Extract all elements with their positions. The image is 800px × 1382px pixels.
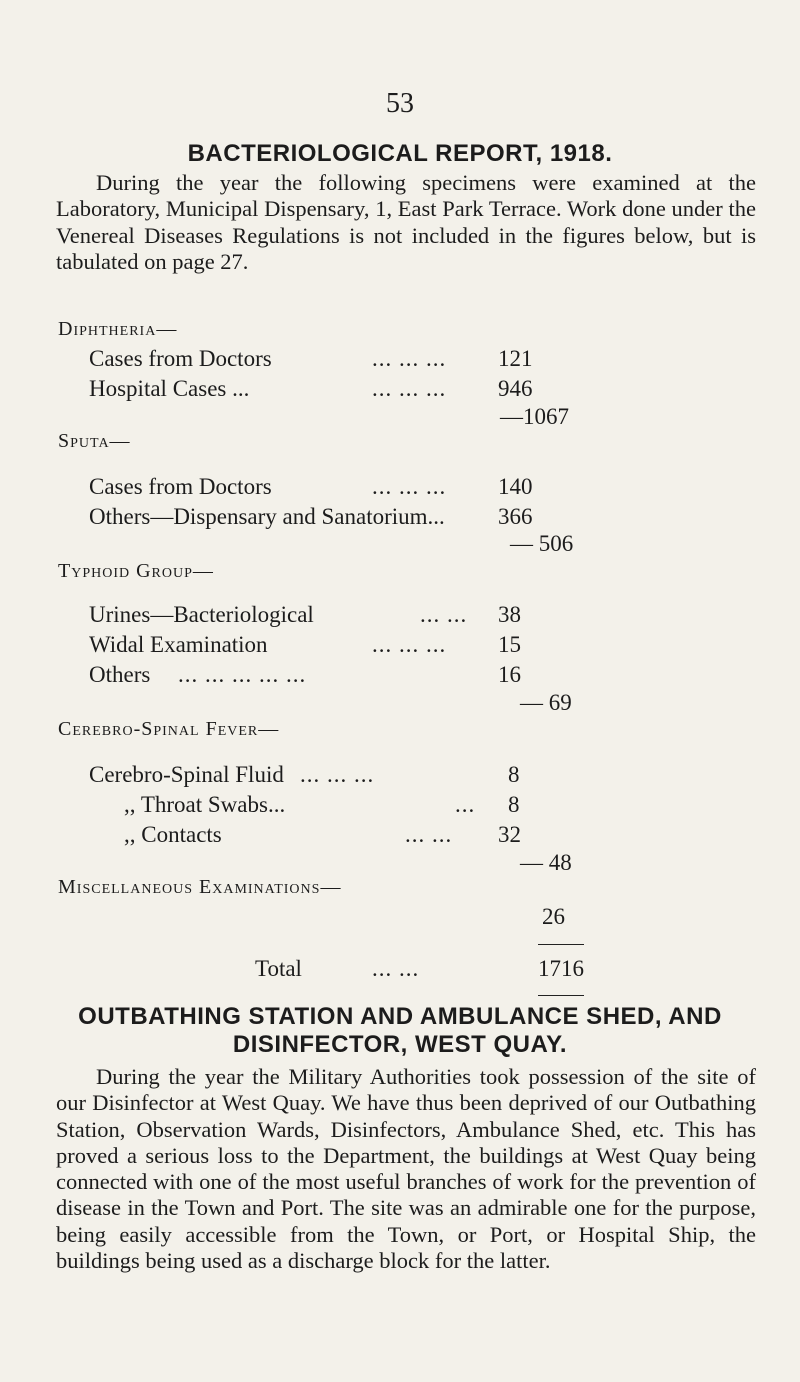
row-label: Urines—Bacteriological (89, 602, 314, 627)
row-dots: ... ... ... (300, 762, 375, 787)
total-rule-bottom (538, 995, 584, 996)
row-dots: ... ... ... ... ... (178, 662, 307, 687)
row-value: 16 (498, 662, 521, 687)
row-label: Hospital Cases ... (89, 376, 250, 401)
row-value: 38 (498, 602, 521, 627)
row-dots: ... (455, 792, 476, 817)
subtotal: — 506 (510, 531, 574, 556)
row-label: Cerebro-Spinal Fluid (89, 762, 284, 787)
intro-paragraph: During the year the following specimens were examined at the Laboratory, Municipal Dispensary, 1, East Park Terrace. Work done under the Venereal Diseases Regulations is not included in the figures below, but is tabulated on page 27. (56, 170, 756, 274)
total-value: 1716 (538, 956, 584, 981)
subtotal: — 69 (520, 690, 572, 715)
row-value: 8 (508, 762, 520, 787)
total-rule-top (538, 944, 584, 945)
row-value: 15 (498, 632, 521, 657)
section-title-diphtheria: Diphtheria— (58, 318, 178, 340)
second-heading-line-1: OUTBATHING STATION AND AMBULANCE SHED, AND (78, 1003, 722, 1030)
section-title-cerebro: Cerebro-Spinal Fever— (58, 718, 280, 740)
row-label: ,, Throat Swabs... (124, 792, 286, 817)
row-label: Others (89, 662, 151, 687)
row-value: 140 (498, 474, 533, 499)
row-value: 8 (508, 792, 520, 817)
row-dots: ... ... (420, 602, 468, 627)
report-title: BACTERIOLOGICAL REPORT, 1918. (187, 140, 613, 167)
closing-paragraph: During the year the Military Authorities took possession of the site of our Disinfector at West Quay. We have thus been deprived of our Outbathing Station, Observation Wards, Disinfectors, Ambulance Shed, etc. This has proved a serious loss to the Department, the buildings at West Quay being connected with one of the most useful branches of work for the prevention of disease in the Town and Port. The site was an admirable one for the purpose, being easily accessible from the Town, or Port, or Hospital Ship, the buildings being used as a discharge block for the latter. (56, 1064, 756, 1274)
row-value: 121 (498, 346, 533, 371)
section-title-sputa: Sputa— (58, 430, 131, 452)
subtotal: — 48 (520, 850, 572, 875)
subtotal: —1067 (500, 404, 569, 429)
row-label: Others—Dispensary and Sanatorium... (89, 504, 445, 529)
row-value: 946 (498, 376, 533, 401)
row-dots: ... ... ... (372, 632, 447, 657)
total-label: Total (255, 956, 302, 981)
row-dots: ... ... ... (372, 346, 447, 371)
row-value: 32 (498, 822, 521, 847)
row-dots: ... ... (405, 822, 453, 847)
section-title-misc: Miscellaneous Examinations— (58, 876, 342, 898)
misc-value: 26 (542, 904, 565, 929)
row-label: Widal Examination (89, 632, 268, 657)
section-title-typhoid: Typhoid Group— (58, 560, 214, 582)
total-dots: ... ... (372, 956, 420, 981)
page-number: 53 (386, 88, 414, 119)
row-label: ,, Contacts (124, 822, 222, 847)
second-heading-line-2: DISINFECTOR, WEST QUAY. (232, 1031, 568, 1058)
row-dots: ... ... ... (372, 474, 447, 499)
row-label: Cases from Doctors (89, 474, 272, 499)
row-dots: ... ... ... (372, 376, 447, 401)
row-value: 366 (498, 504, 533, 529)
row-label: Cases from Doctors (89, 346, 272, 371)
